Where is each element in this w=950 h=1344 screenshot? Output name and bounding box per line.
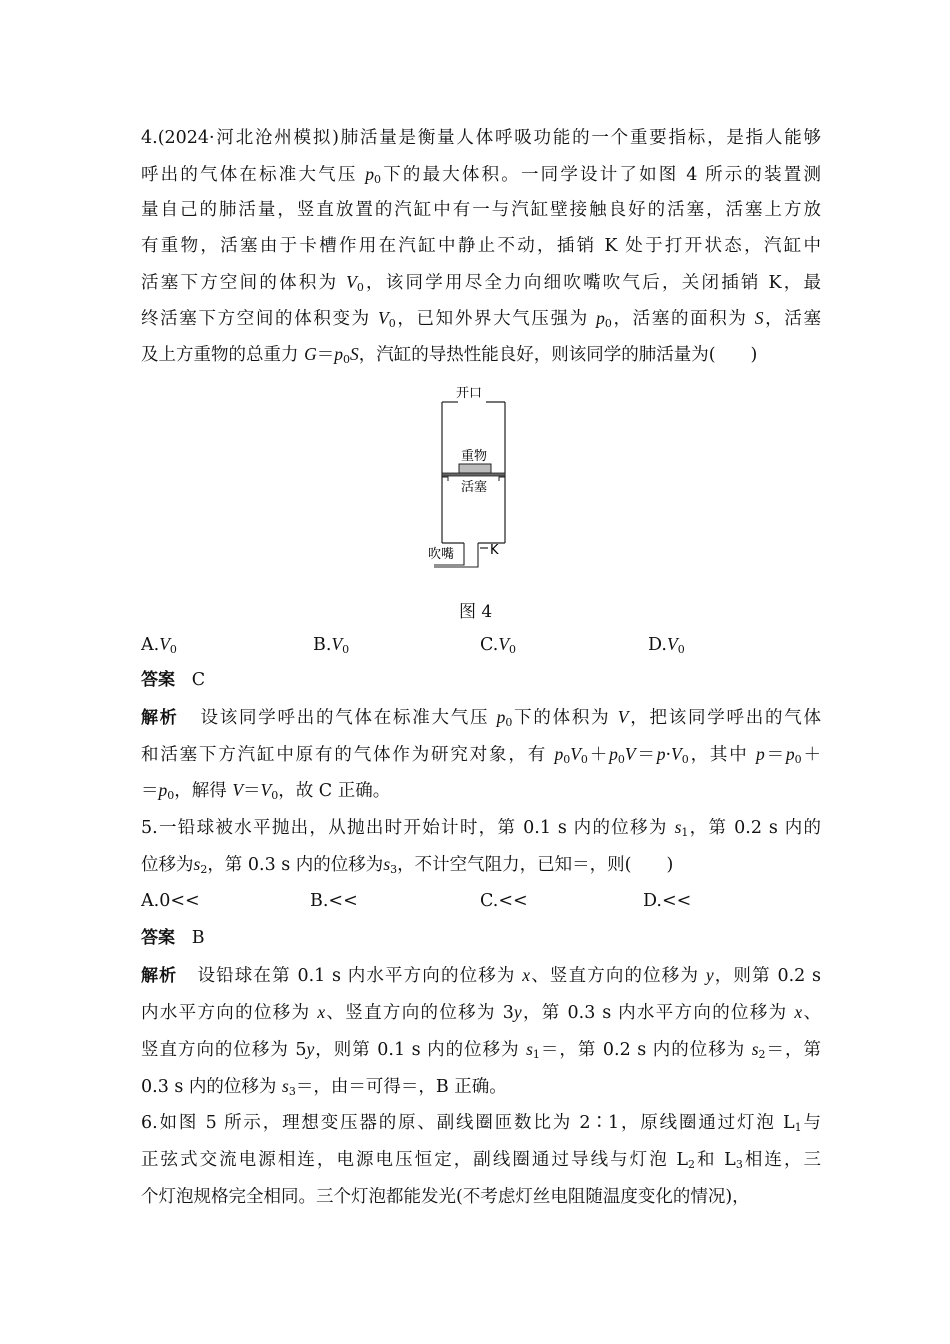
q4-line-2: 呼出的气体在标准大气压 $p_0$下的最大体积。一同学设计了如图 4 所示的装置测 — [141, 164, 821, 186]
q4-analysis-line-3: $=p_0$，解得 $V=V_0$，故 C 正确。 — [141, 780, 391, 802]
q5-analysis-line-2: 内水平方向的位移为 x、竖直方向的位移为 3y，第 0.3 s 内水平方向的位移为 x、 — [141, 1002, 821, 1023]
q4-option-d: $D.V_0$ — [648, 634, 685, 656]
weight-block — [459, 464, 491, 473]
piston — [442, 473, 505, 476]
label-opening: 开口 — [456, 386, 483, 401]
label-mouthpiece: 吹嘴 — [428, 547, 455, 562]
q5-option-d: D.<< — [643, 891, 692, 911]
q5-analysis-line-4: 0.3 s 内的位移为 $s_3=$，由＝可得＝，B 正确。 — [141, 1076, 507, 1098]
q5-option-b: B.<< — [310, 891, 358, 911]
q4-line-6: 终活塞下方空间的体积变为 $V_0$，已知外界大气压强为 $p_0$，活塞的面积为 S，活塞 — [141, 308, 821, 330]
figure-4-cylinder-diagram — [420, 380, 530, 585]
q6-line-1: 6.如图 5 所示，理想变压器的原、副线圈匝数比为 2∶1，原线圈通过灯泡 $L_1$与 — [141, 1113, 822, 1134]
label-pin-k: K — [490, 543, 499, 558]
q4-option-b: $B.V_0$ — [313, 634, 350, 656]
q4-line-3: 量自己的肺活量，竖直放置的汽缸中有一与汽缸壁接触良好的活塞，活塞上方放 — [141, 200, 821, 220]
label-piston: 活塞 — [461, 480, 488, 495]
q4-option-c: $C.V_0$ — [480, 634, 517, 656]
q5-option-a: A.0<< — [141, 891, 200, 911]
q6-line-3: 个灯泡规格完全相同。三个灯泡都能发光(不考虑灯丝电阻随温度变化的情况)， — [141, 1187, 750, 1207]
q4-line-7: 及上方重物的总重力 $G=p_0S$，汽缸的导热性能良好，则该同学的肺活量为( ) — [141, 344, 758, 366]
label-weight: 重物 — [461, 449, 488, 464]
q4-line-5: 活塞下方空间的体积为 $V_0$，该同学用尽全力向细吹嘴吹气后，关闭插销 K，最 — [141, 272, 821, 294]
q4-answer: 答案 C — [141, 670, 206, 690]
q4-line-4: 有重物，活塞由于卡槽作用在汽缸中静止不动，插销 K 处于打开状态，汽缸中 — [141, 236, 821, 256]
q5-answer: 答案 B — [141, 928, 205, 948]
q4-line-1: 4.(2024·河北沧州模拟)肺活量是衡量人体呼吸功能的一个重要指标，是指人能够 — [141, 128, 821, 148]
q6-line-2: 正弦式交流电源相连，电源电压恒定，副线圈通过导线与灯泡 $L_2$和 $L_3$相连，三 — [141, 1150, 821, 1171]
q5-line-1: 5.一铅球被水平抛出，从抛出时开始计时，第 0.1 s 内的位移为 $s_1$，第 0.2 s 内的 — [141, 817, 821, 839]
q4-analysis-line-2: 和活塞下方汽缸中原有的气体作为研究对象，有 $p_0V_0+p_0V=p\cdot V_0$，其中 $p=p_0+$ — [141, 744, 821, 766]
q5-analysis-line-3: 竖直方向的位移为 5y，则第 0.1 s 内的位移为 $s_1=$，第 0.2 s 内的位移为 $s_2=$，第 — [141, 1039, 821, 1061]
q4-analysis-line-1: 解析 设该同学呼出的气体在标准大气压 $p_0$下的体积为 V，把该同学呼出的气体 — [141, 707, 821, 729]
figure-4-caption: 图 4 — [459, 602, 493, 622]
q5-line-2: 位移为$s_2$，第 0.3 s 内的位移为$s_3$，不计空气阻力，已知＝，则( ) — [141, 854, 674, 876]
q5-option-c: C.<< — [480, 891, 528, 911]
q4-option-a: $A.V_0$ — [141, 634, 177, 656]
q5-analysis-line-1: 解析 设铅球在第 0.1 s 内水平方向的位移为 x、竖直方向的位移为 y，则第 0.2 s — [141, 965, 821, 986]
